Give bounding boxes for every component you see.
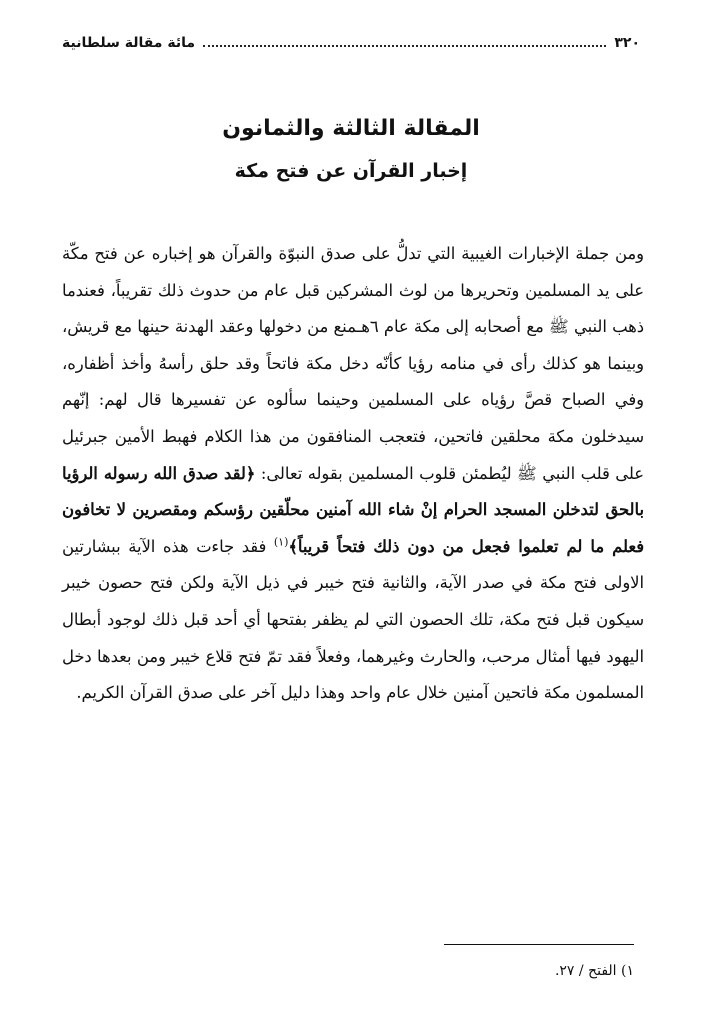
body-text-after-quote: فقد جاءت هذه الآية ببشارتين الاولى فتح مكة في صدر الآية، والثانية فتح خيبر في ذيل الآية ولكن فتح حصون خيبر سيكون قبل فتح مكة، تلك الحصون التي لم يظفر بفتحها أي أحد قبل ذلك لوجود أبطال اليهود فيها أمثال مرحب، والحارث وغيرهما، وفعلاً فقد تمّ فتح قلاع خيبر ومن بعدها دخل المسلمون مكة فاتحين آمنين خلال عام واحد وهذا دليل آخر على صدق القرآن الكريم. [62, 536, 644, 703]
article-subtitle: إخبار القرآن عن فتح مكة [234, 160, 468, 182]
running-header [62, 30, 640, 56]
article-body [62, 236, 644, 712]
footnote: ١) الفتح / ٢٧. [554, 963, 634, 979]
footnote-reference[interactable]: (١) [273, 535, 289, 549]
body-text-before-quote: ومن جملة الإخبارات الغيبية التي تدلُّ على صدق النبوّة والقرآن هو إخباره عن فتح مكّة على يد المسلمين وتحريرها من لوث المشركين قبل عام من حدوث ذلك تقريباً، فعندما ذهب النبي ﷺ مع أصحابه إلى مكة عام ٦هـمنع من دخولها وعقد الهدنة حينها مع قريش، وبينما هو كذلك رأى في منامه رؤيا كأنّه دخل مكة فاتحاً وقد حلق رأسهُ وأخذ أظفاره، وفي الصباح قصَّ رؤياه على المسلمين وحينما سألوه عن تفسيرها قال لهم: إنّهم سيدخلون مكة محلقين فاتحين، فتعجب المنافقون من هذا الكلام فهبط الأمين جبرئيل على قلب النبي ﷺ ليُطمئن قلوب المسلمين بقوله تعالى: [62, 244, 644, 483]
body-paragraph [62, 236, 644, 712]
article-heading [62, 114, 640, 186]
dotted-leader [203, 45, 606, 47]
article-title: المقالة الثالثة والثمانون [222, 116, 480, 141]
quran-quote: ﴿لقد صدق الله رسوله الرؤيا بالحق لتدخلن المسجد الحرام إنْ شاء الله آمنين محلّقين رؤسكم ومقصرين لا تخافون فعلم ما لم تعلموا فجعل من دون ذلك فتحاً قريباً﴾ [62, 463, 644, 556]
book-title: مائة مقالة سلطانية [62, 35, 196, 51]
footnote-divider [444, 944, 634, 945]
page-number: ٣٢٠ [614, 35, 640, 51]
